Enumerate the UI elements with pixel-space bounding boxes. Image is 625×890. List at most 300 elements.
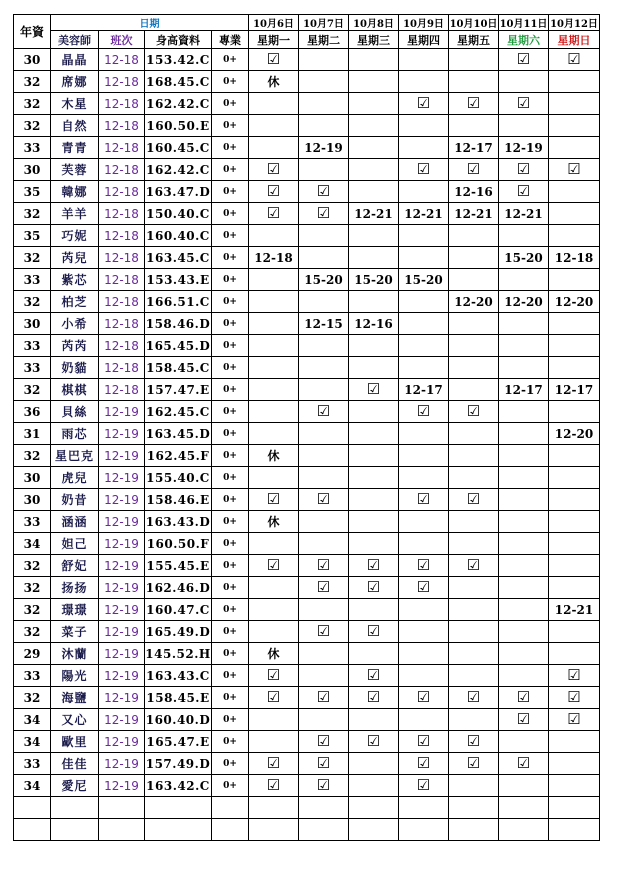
shift-cell: 12-19: [99, 511, 145, 533]
age-cell: 30: [14, 467, 51, 489]
day-cell: [249, 335, 299, 357]
skill-cell: 0+: [212, 489, 249, 511]
checkbox-checked-icon: ☑: [416, 754, 431, 772]
skill-cell: 0+: [212, 753, 249, 775]
day-cell: [299, 423, 349, 445]
name-cell: 羊羊: [51, 203, 99, 225]
name-cell: 芙蓉: [51, 159, 99, 181]
day-cell: [349, 115, 399, 137]
table-row: [14, 731, 600, 753]
day-cell: [449, 731, 499, 753]
empty-cell: [499, 797, 549, 819]
shift-cell: 12-18: [99, 137, 145, 159]
info-cell: 158.46.D: [145, 313, 212, 335]
shift-cell: 12-19: [99, 489, 145, 511]
age-cell: 33: [14, 753, 51, 775]
day-cell: [299, 445, 349, 467]
day-cell: [499, 445, 549, 467]
day-cell: [299, 775, 349, 797]
day-cell: [499, 401, 549, 423]
day-cell: 15-20: [399, 269, 449, 291]
checkbox-checked-icon: ☑: [516, 754, 531, 772]
skill-cell: 0+: [212, 445, 249, 467]
day-cell: [399, 423, 449, 445]
day-cell: [399, 71, 449, 93]
info-cell: 162.45.C: [145, 401, 212, 423]
day-cell: [299, 159, 349, 181]
day-cell: [549, 71, 600, 93]
day-cell: [349, 159, 399, 181]
day-cell: [249, 269, 299, 291]
day-cell: [349, 137, 399, 159]
day-cell: [549, 137, 600, 159]
day-cell: 12-21: [549, 599, 600, 621]
day-cell: [399, 709, 449, 731]
checkbox-checked-icon: ☑: [416, 578, 431, 596]
checkbox-checked-icon: ☑: [567, 688, 581, 706]
skill-cell: 0+: [212, 137, 249, 159]
day-cell: [499, 643, 549, 665]
table-row: [14, 225, 600, 247]
checkbox-checked-icon: ☑: [466, 556, 481, 574]
day-cell: [299, 379, 349, 401]
name-cell: 又心: [51, 709, 99, 731]
info-cell: 163.43.D: [145, 511, 212, 533]
shift-cell: 12-19: [99, 775, 145, 797]
checkbox-checked-icon: ☑: [516, 710, 531, 728]
day-cell: [399, 555, 449, 577]
day-cell: [399, 643, 449, 665]
day-cell: [349, 687, 399, 709]
day-cell: 12-17: [399, 379, 449, 401]
info-cell: 163.45.C: [145, 247, 212, 269]
shift-cell: 12-19: [99, 709, 145, 731]
empty-cell: [349, 797, 399, 819]
checkbox-checked-icon: ☑: [366, 380, 381, 398]
checkbox-checked-icon: ☑: [266, 490, 281, 508]
name-cell: 晶晶: [51, 49, 99, 71]
day-cell: [449, 379, 499, 401]
day-cell: [549, 269, 600, 291]
day-cell: [449, 225, 499, 247]
skill-cell: 0+: [212, 225, 249, 247]
table-row: [14, 423, 600, 445]
day-cell: [299, 643, 349, 665]
checkbox-checked-icon: ☑: [266, 776, 281, 794]
checkbox-checked-icon: ☑: [266, 556, 281, 574]
name-cell: 歐里: [51, 731, 99, 753]
day-cell: [449, 489, 499, 511]
skill-cell: 0+: [212, 49, 249, 71]
shift-cell: 12-19: [99, 423, 145, 445]
empty-cell: [449, 797, 499, 819]
table-row: [14, 775, 600, 797]
table-row: [14, 709, 600, 731]
info-cell: 162.45.F: [145, 445, 212, 467]
checkbox-checked-icon: ☑: [466, 402, 481, 420]
table-row: [14, 115, 600, 137]
checkbox-checked-icon: ☑: [416, 94, 431, 112]
day-cell: [299, 753, 349, 775]
day-cell: [249, 313, 299, 335]
day-cell: [349, 401, 399, 423]
shift-cell: 12-19: [99, 753, 145, 775]
day-cell: [499, 423, 549, 445]
day-cell: [549, 93, 600, 115]
name-cell: 陽光: [51, 665, 99, 687]
table-row: [14, 335, 600, 357]
day-cell: [349, 71, 399, 93]
info-cell: 158.46.E: [145, 489, 212, 511]
day-cell: [299, 335, 349, 357]
checkbox-checked-icon: ☑: [466, 688, 481, 706]
day-cell: [449, 93, 499, 115]
skill-cell: 0+: [212, 599, 249, 621]
name-cell: 涵涵: [51, 511, 99, 533]
day-cell: [549, 203, 600, 225]
day-cell: 12-19: [499, 137, 549, 159]
day-cell: [249, 137, 299, 159]
day-cell: 12-18: [249, 247, 299, 269]
age-cell: 32: [14, 93, 51, 115]
header-shift: 班次: [99, 31, 145, 49]
shift-cell: 12-19: [99, 533, 145, 555]
empty-cell: [51, 819, 99, 841]
day-cell: [399, 533, 449, 555]
empty-cell: [145, 819, 212, 841]
age-cell: 32: [14, 599, 51, 621]
header-age: 年資: [14, 15, 51, 49]
header-info: 身高資料: [145, 31, 212, 49]
age-cell: 32: [14, 115, 51, 137]
shift-cell: 12-19: [99, 577, 145, 599]
empty-row: [14, 797, 600, 819]
day-cell: [249, 687, 299, 709]
day-cell: [549, 489, 600, 511]
day-cell: 休: [249, 445, 299, 467]
header-weekday: 星期三: [349, 31, 399, 49]
age-cell: 30: [14, 313, 51, 335]
day-cell: 12-21: [399, 203, 449, 225]
info-cell: 165.47.E: [145, 731, 212, 753]
age-cell: 33: [14, 137, 51, 159]
day-cell: [299, 115, 349, 137]
day-cell: [499, 71, 549, 93]
header-date: 10月9日: [399, 15, 449, 31]
empty-cell: [399, 797, 449, 819]
empty-cell: [499, 819, 549, 841]
day-cell: [349, 753, 399, 775]
day-cell: [499, 313, 549, 335]
name-cell: 芮芮: [51, 335, 99, 357]
checkbox-checked-icon: ☑: [266, 754, 281, 772]
checkbox-checked-icon: ☑: [266, 688, 281, 706]
name-cell: 巧妮: [51, 225, 99, 247]
info-cell: 163.42.C: [145, 775, 212, 797]
skill-cell: 0+: [212, 247, 249, 269]
name-cell: 璟璟: [51, 599, 99, 621]
day-cell: [349, 555, 399, 577]
empty-cell: [249, 819, 299, 841]
skill-cell: 0+: [212, 555, 249, 577]
day-cell: [449, 599, 499, 621]
checkbox-checked-icon: ☑: [316, 490, 331, 508]
day-cell: [249, 731, 299, 753]
day-cell: [249, 555, 299, 577]
empty-cell: [145, 797, 212, 819]
day-cell: [249, 159, 299, 181]
day-cell: [549, 577, 600, 599]
day-cell: [399, 115, 449, 137]
day-cell: [349, 511, 399, 533]
day-cell: [549, 665, 600, 687]
day-cell: [549, 709, 600, 731]
day-cell: [399, 775, 449, 797]
checkbox-checked-icon: ☑: [567, 160, 581, 178]
day-cell: [249, 49, 299, 71]
day-cell: [349, 357, 399, 379]
day-cell: 15-20: [499, 247, 549, 269]
day-cell: [549, 775, 600, 797]
table-row: [14, 489, 600, 511]
day-cell: 12-18: [549, 247, 600, 269]
skill-cell: 0+: [212, 533, 249, 555]
day-cell: [499, 357, 549, 379]
info-cell: 160.40.C: [145, 225, 212, 247]
day-cell: [449, 467, 499, 489]
empty-cell: [399, 819, 449, 841]
table-row: [14, 181, 600, 203]
day-cell: [349, 423, 399, 445]
day-cell: [449, 71, 499, 93]
day-cell: [499, 775, 549, 797]
day-cell: [449, 49, 499, 71]
name-cell: 佳佳: [51, 753, 99, 775]
day-cell: 15-20: [299, 269, 349, 291]
table-row: [14, 687, 600, 709]
day-cell: [249, 665, 299, 687]
checkbox-checked-icon: ☑: [416, 732, 431, 750]
day-cell: [549, 533, 600, 555]
day-cell: 12-21: [449, 203, 499, 225]
day-cell: [499, 621, 549, 643]
day-cell: 12-21: [499, 203, 549, 225]
name-cell: 芮兒: [51, 247, 99, 269]
empty-cell: [14, 797, 51, 819]
day-cell: [399, 225, 449, 247]
day-cell: [499, 269, 549, 291]
header-skill: 專業: [212, 31, 249, 49]
day-cell: [449, 775, 499, 797]
header-weekday: 星期四: [399, 31, 449, 49]
day-cell: [249, 621, 299, 643]
name-cell: 奶貓: [51, 357, 99, 379]
day-cell: [349, 335, 399, 357]
shift-cell: 12-19: [99, 555, 145, 577]
empty-cell: [449, 819, 499, 841]
age-cell: 34: [14, 731, 51, 753]
empty-cell: [349, 819, 399, 841]
day-cell: [349, 247, 399, 269]
age-cell: 35: [14, 225, 51, 247]
day-cell: [349, 93, 399, 115]
day-cell: [449, 401, 499, 423]
day-cell: [249, 203, 299, 225]
day-cell: [249, 291, 299, 313]
checkbox-checked-icon: ☑: [316, 622, 331, 640]
header-name: 美容師: [51, 31, 99, 49]
day-cell: [399, 731, 449, 753]
info-cell: 160.50.E: [145, 115, 212, 137]
name-cell: 席娜: [51, 71, 99, 93]
name-cell: 小希: [51, 313, 99, 335]
shift-cell: 12-18: [99, 225, 145, 247]
checkbox-checked-icon: ☑: [416, 776, 431, 794]
day-cell: [499, 753, 549, 775]
day-cell: [249, 423, 299, 445]
day-cell: [249, 225, 299, 247]
checkbox-checked-icon: ☑: [516, 50, 531, 68]
empty-cell: [51, 797, 99, 819]
day-cell: [499, 335, 549, 357]
day-cell: 12-17: [549, 379, 600, 401]
day-cell: [399, 687, 449, 709]
day-cell: [399, 621, 449, 643]
shift-cell: 12-18: [99, 49, 145, 71]
checkbox-checked-icon: ☑: [567, 666, 581, 684]
shift-cell: 12-18: [99, 247, 145, 269]
skill-cell: 0+: [212, 269, 249, 291]
shift-cell: 12-18: [99, 159, 145, 181]
day-cell: [499, 599, 549, 621]
info-cell: 165.45.D: [145, 335, 212, 357]
shift-cell: 12-19: [99, 467, 145, 489]
info-cell: 160.47.C: [145, 599, 212, 621]
checkbox-checked-icon: ☑: [567, 50, 581, 68]
day-cell: [349, 181, 399, 203]
day-cell: 休: [249, 643, 299, 665]
age-cell: 35: [14, 181, 51, 203]
day-cell: [349, 621, 399, 643]
day-cell: [499, 181, 549, 203]
table-row: [14, 137, 600, 159]
day-cell: [349, 49, 399, 71]
checkbox-checked-icon: ☑: [316, 578, 331, 596]
name-cell: 青青: [51, 137, 99, 159]
empty-cell: [549, 797, 600, 819]
day-cell: [549, 313, 600, 335]
day-cell: [549, 357, 600, 379]
day-cell: 12-16: [349, 313, 399, 335]
day-cell: [349, 379, 399, 401]
age-cell: 29: [14, 643, 51, 665]
checkbox-checked-icon: ☑: [466, 732, 481, 750]
shift-cell: 12-18: [99, 71, 145, 93]
table-row: [14, 291, 600, 313]
checkbox-checked-icon: ☑: [366, 732, 381, 750]
checkbox-checked-icon: ☑: [516, 160, 531, 178]
skill-cell: 0+: [212, 291, 249, 313]
day-cell: [299, 621, 349, 643]
age-cell: 34: [14, 709, 51, 731]
age-cell: 32: [14, 291, 51, 313]
checkbox-checked-icon: ☑: [466, 490, 481, 508]
day-cell: [349, 445, 399, 467]
checkbox-checked-icon: ☑: [366, 556, 381, 574]
day-cell: [399, 335, 449, 357]
shift-cell: 12-18: [99, 313, 145, 335]
day-cell: [299, 225, 349, 247]
day-cell: [249, 753, 299, 775]
day-cell: [499, 709, 549, 731]
day-cell: [299, 203, 349, 225]
table-row: [14, 203, 600, 225]
day-cell: 12-17: [449, 137, 499, 159]
day-cell: [299, 291, 349, 313]
day-cell: [349, 775, 399, 797]
checkbox-checked-icon: ☑: [516, 182, 531, 200]
info-cell: 153.42.C: [145, 49, 212, 71]
day-cell: [449, 357, 499, 379]
info-cell: 158.45.E: [145, 687, 212, 709]
day-cell: [249, 379, 299, 401]
skill-cell: 0+: [212, 775, 249, 797]
table-row: [14, 555, 600, 577]
header-weekday-sunday: 星期日: [549, 31, 600, 49]
day-cell: [549, 621, 600, 643]
name-cell: 虎兒: [51, 467, 99, 489]
shift-cell: 12-19: [99, 445, 145, 467]
name-cell: 柏芝: [51, 291, 99, 313]
name-cell: 紫芯: [51, 269, 99, 291]
age-cell: 32: [14, 203, 51, 225]
day-cell: [499, 467, 549, 489]
day-cell: [249, 709, 299, 731]
checkbox-checked-icon: ☑: [316, 776, 331, 794]
day-cell: [249, 775, 299, 797]
name-cell: 海鹽: [51, 687, 99, 709]
day-cell: [299, 401, 349, 423]
day-cell: [399, 577, 449, 599]
name-cell: 雨芯: [51, 423, 99, 445]
day-cell: [349, 533, 399, 555]
header-weekday: 星期一: [249, 31, 299, 49]
day-cell: [399, 313, 449, 335]
table-row: [14, 71, 600, 93]
day-cell: [549, 753, 600, 775]
day-cell: 15-20: [349, 269, 399, 291]
checkbox-checked-icon: ☑: [516, 688, 531, 706]
day-cell: [249, 115, 299, 137]
shift-cell: 12-19: [99, 401, 145, 423]
checkbox-checked-icon: ☑: [366, 666, 381, 684]
info-cell: 160.50.F: [145, 533, 212, 555]
day-cell: [549, 445, 600, 467]
info-cell: 165.49.D: [145, 621, 212, 643]
shift-cell: 12-18: [99, 269, 145, 291]
info-cell: 168.45.C: [145, 71, 212, 93]
empty-cell: [299, 797, 349, 819]
checkbox-checked-icon: ☑: [416, 688, 431, 706]
header-date: 10月10日: [449, 15, 499, 31]
checkbox-checked-icon: ☑: [366, 578, 381, 596]
day-cell: [549, 467, 600, 489]
day-cell: [499, 49, 549, 71]
day-cell: [299, 467, 349, 489]
skill-cell: 0+: [212, 511, 249, 533]
table-row: [14, 93, 600, 115]
shift-cell: 12-19: [99, 687, 145, 709]
